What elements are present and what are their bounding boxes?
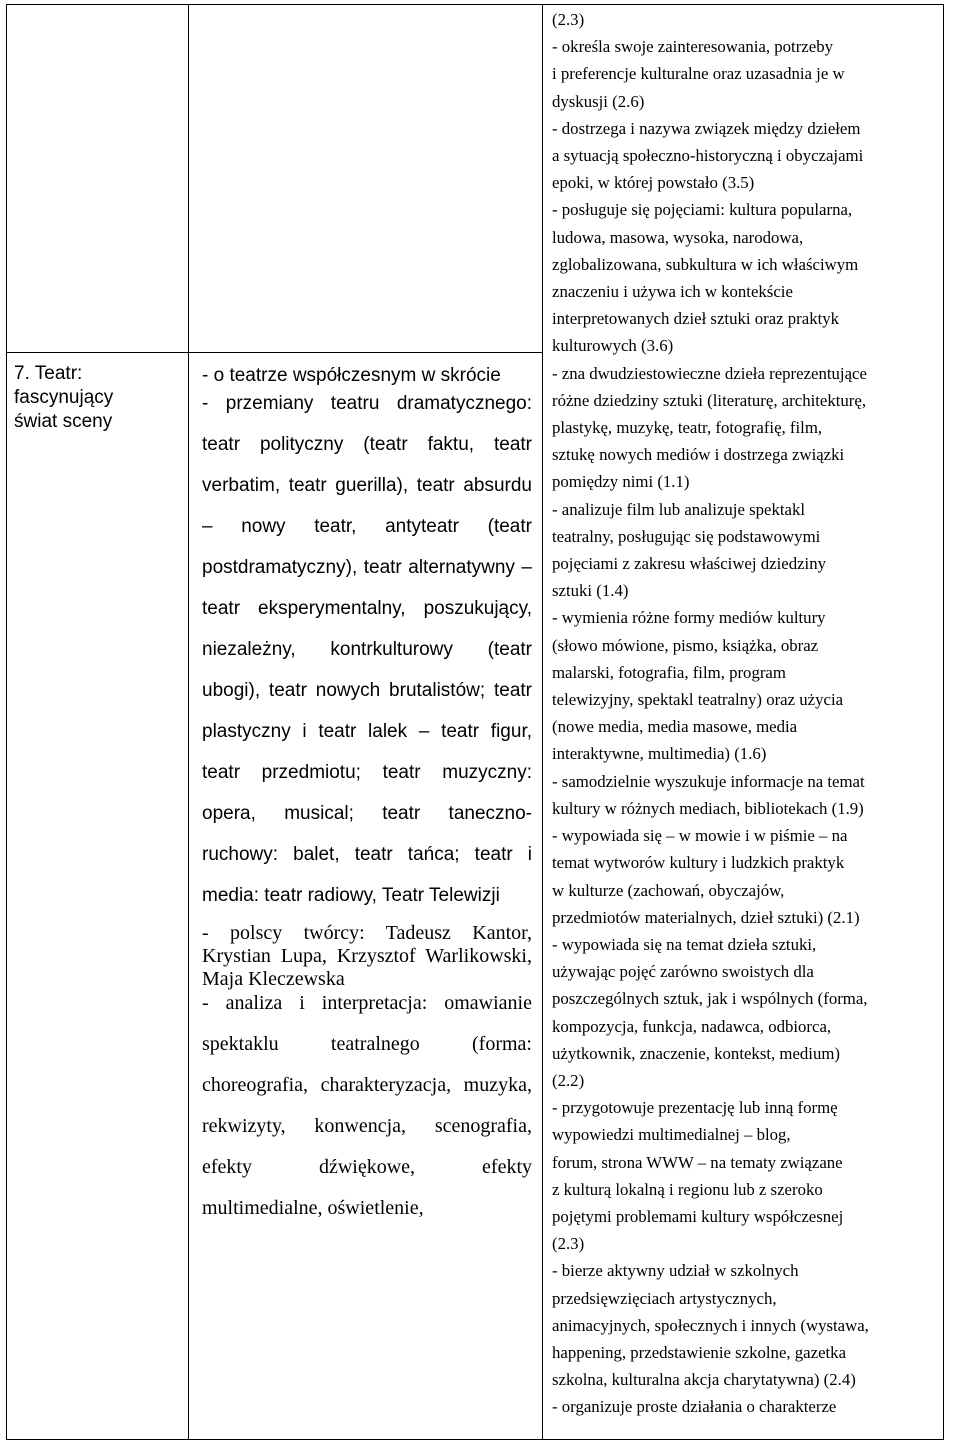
topic-title: 7. Teatr: fascynujący świat sceny bbox=[14, 363, 114, 432]
requirements-cell bbox=[552, 6, 938, 1421]
requirements-block-1: (2.3) - określa swoje zainteresowania, potrzeby i preferencje kulturalne oraz uzasadnia je w dyskusji (2.6) - dostrzega i nazywa związek między dziełem a sytuacją społeczno-historyczną i obyczajami epoki, w której powstało (3.5) - posługuje się pojęciami: kultura popularna, ludowa, masowa, wysoka, narodowa, zglobalizowana, subkultura w ich właściwym znaczeniu i używa ich w kontekście interpretowanych dzieł sztuki oraz praktyk kulturowych (3.6) bbox=[552, 10, 864, 356]
content-paragraph-analysis: - analiza i interpretacja: omawianie spektaklu teatralnego (forma: choreografia, charakteryzacja, muzyka, rekwizyty, konwencja, scenografia, efekty dźwiękowe, efekty multimedialne, oświetlenie, bbox=[202, 992, 532, 1219]
column-divider-2 bbox=[542, 4, 543, 1440]
requirements-block-2: - zna dwudziestowieczne dzieła reprezentujące różne dziedziny sztuki (literaturę, architekturę, plastykę, muzykę, teatr, fotografię, film, sztukę nowych mediów i dostrzega związki pomiędzy nimi (1.1) - analizuje film lub analizuje spektakl teatralny, posługując się podstawowymi pojęciami z zakresu właściwej dziedziny sztuki (1.4) - wymienia różne formy mediów kultury (słowo mówione, pismo, książka, obraz malarski, fotografia, film, program telewizyjny, spektakl teatralny) oraz użycia (nowe media, media masowe, media interaktywne, multimedia) (1.6) - samodzielnie wyszukuje informacje na temat kultury w różnych mediach, bibliotekach (1.9) - wypowiada się – w mowie i w piśmie – na temat wytworów kultury i ludzkich praktyk w kulturze (zachowań, obyczajów, przedmiotów materialnych, dzieł sztuki) (2.1) - wypowiada się na temat dzieła sztuki, używając pojęć zarówno swoistych dla poszczególnych sztuk, jak i wspólnych (forma, kompozycja, funkcja, nadawca, odbiorca, użytkownik, znaczenie, kontekst, medium) (2.2) - przygotowuje prezentację lub inną formę wypowiedzi multimedialnej – blog, forum, strona WWW – na tematy związane z kulturą lokalną i regionu lub z szeroko pojętymi problemami kultury współczesnej (2.3) - bierze aktywny udział w szkolnych przedsięwzięciach artystycznych, animacyjnych, społecznych i innych (wystawa, happening, przedstawienie szkolne, gazetka szkolna, kulturalna akcja charytatywna) (2.4) - organizuje proste działania o charakterze bbox=[552, 363, 869, 1417]
row-divider bbox=[6, 352, 542, 353]
content-paragraph-polish-creators: - polscy twórcy: Tadeusz Kantor, Krystian Lupa, Krzysztof Warlikowski, Maja Kleczewska bbox=[202, 922, 532, 990]
topic-cell bbox=[14, 362, 182, 434]
content-cell bbox=[202, 362, 532, 1229]
content-paragraph-modern-theatre: - o teatrze współczesnym w skrócie bbox=[202, 365, 501, 386]
content-paragraph-theatre-changes: - przemiany teatru dramatycznego: teatr polityczny (teatr faktu, teatr verbatim, teatr guerilla), teatr absurdu – nowy teatr, antyteatr (teatr postdramatyczny), teatr alternatywny – teatr eksperymentalny, poszukujący, niezależny, kontrkulturowy (teatr ubogi), teatr nowych brutalistów; teatr plastyczny i teatr lalek – teatr figur, teatr przedmiotu; teatr muzyczny: opera, musical; teatr taneczno-ruchowy: balet, teatr tańca; teatr i media: teatr radiowy, Teatr Telewizji bbox=[202, 393, 532, 906]
column-divider-1 bbox=[188, 4, 189, 1440]
